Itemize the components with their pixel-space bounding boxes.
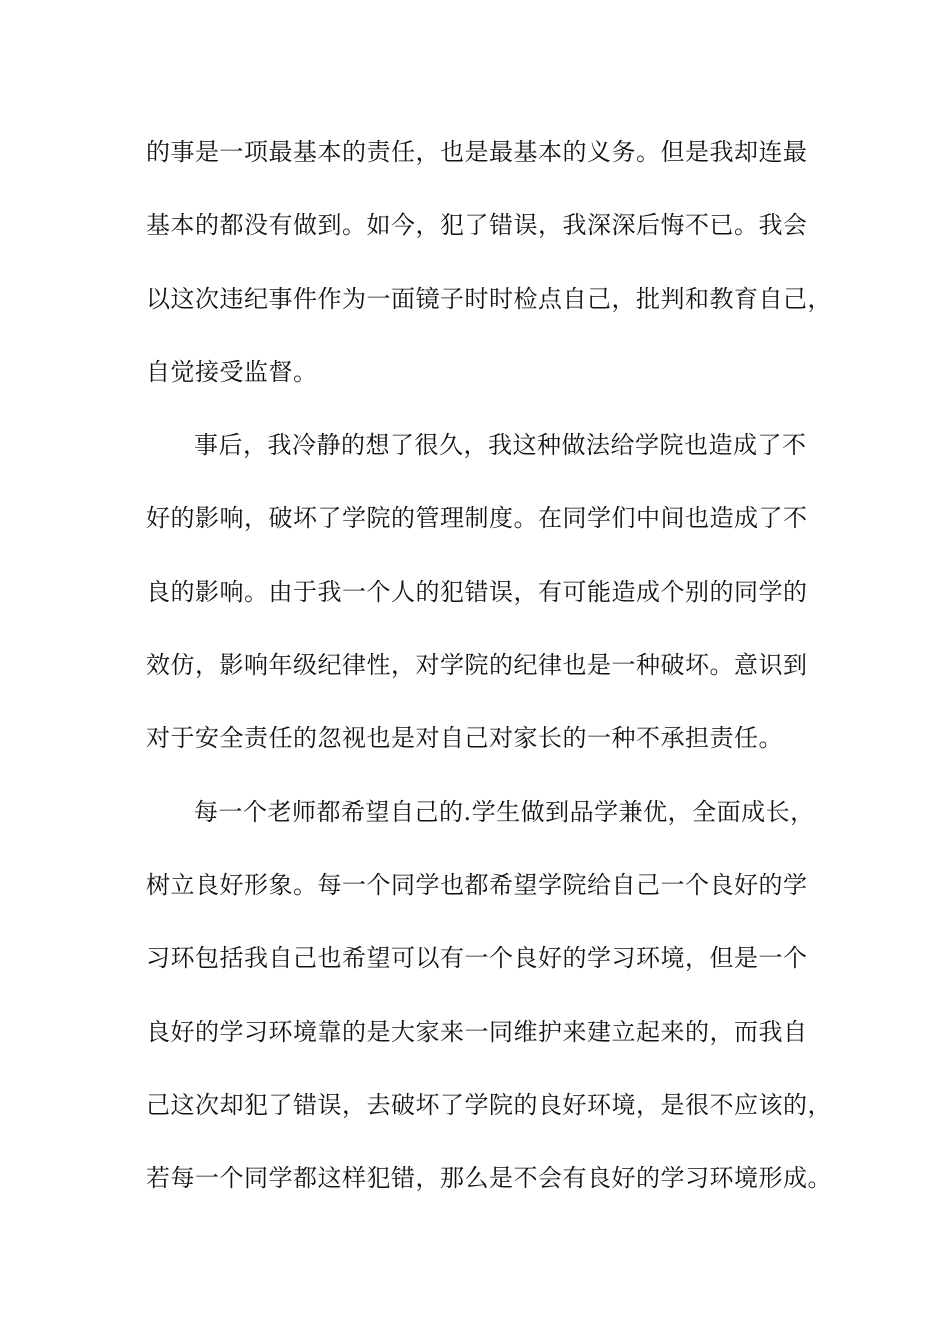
text-line: 若每一个同学都这样犯错，那么是不会有良好的学习环境形成。 <box>146 1164 832 1193</box>
paragraph-first-line: 事后，我冷静的想了很久，我这种做法给学院也造成了不 <box>194 431 807 460</box>
text-line: 自觉接受监督。 <box>146 357 318 386</box>
text-line: 基本的都没有做到。如今，犯了错误，我深深后悔不已。我会 <box>146 211 808 240</box>
text-line: 己这次却犯了错误，去破坏了学院的良好环境，是很不应该的， <box>146 1090 832 1119</box>
text-line: 的事是一项最基本的责任，也是最基本的义务。但是我却连最 <box>146 138 808 166</box>
text-line: 以这次违纪事件作为一面镜子时时检点自己，批判和教育自己， <box>146 284 832 313</box>
text-line: 树立良好形象。每一个同学也都希望学院给自己一个良好的学 <box>146 870 808 899</box>
document-body <box>146 130 832 1229</box>
text-line: 良好的学习环境靠的是大家来一同维护来建立起来的，而我自 <box>146 1017 808 1046</box>
text-line: 良的影响。由于我一个人的犯错误，有可能造成个别的同学的 <box>146 577 808 606</box>
text-line: 习环包括我自己也希望可以有一个良好的学习环境，但是一个 <box>146 944 808 973</box>
text-line: 好的影响，破坏了学院的管理制度。在同学们中间也造成了不 <box>146 504 808 533</box>
text-line: 效仿，影响年级纪律性，对学院的纪律也是一种破坏。意识到 <box>146 651 808 680</box>
text-line: 对于安全责任的忽视也是对自己对家长的一种不承担责任。 <box>146 724 783 753</box>
paragraph-first-line: 每一个老师都希望自己的.学生做到品学兼优，全面成长， <box>194 797 815 826</box>
